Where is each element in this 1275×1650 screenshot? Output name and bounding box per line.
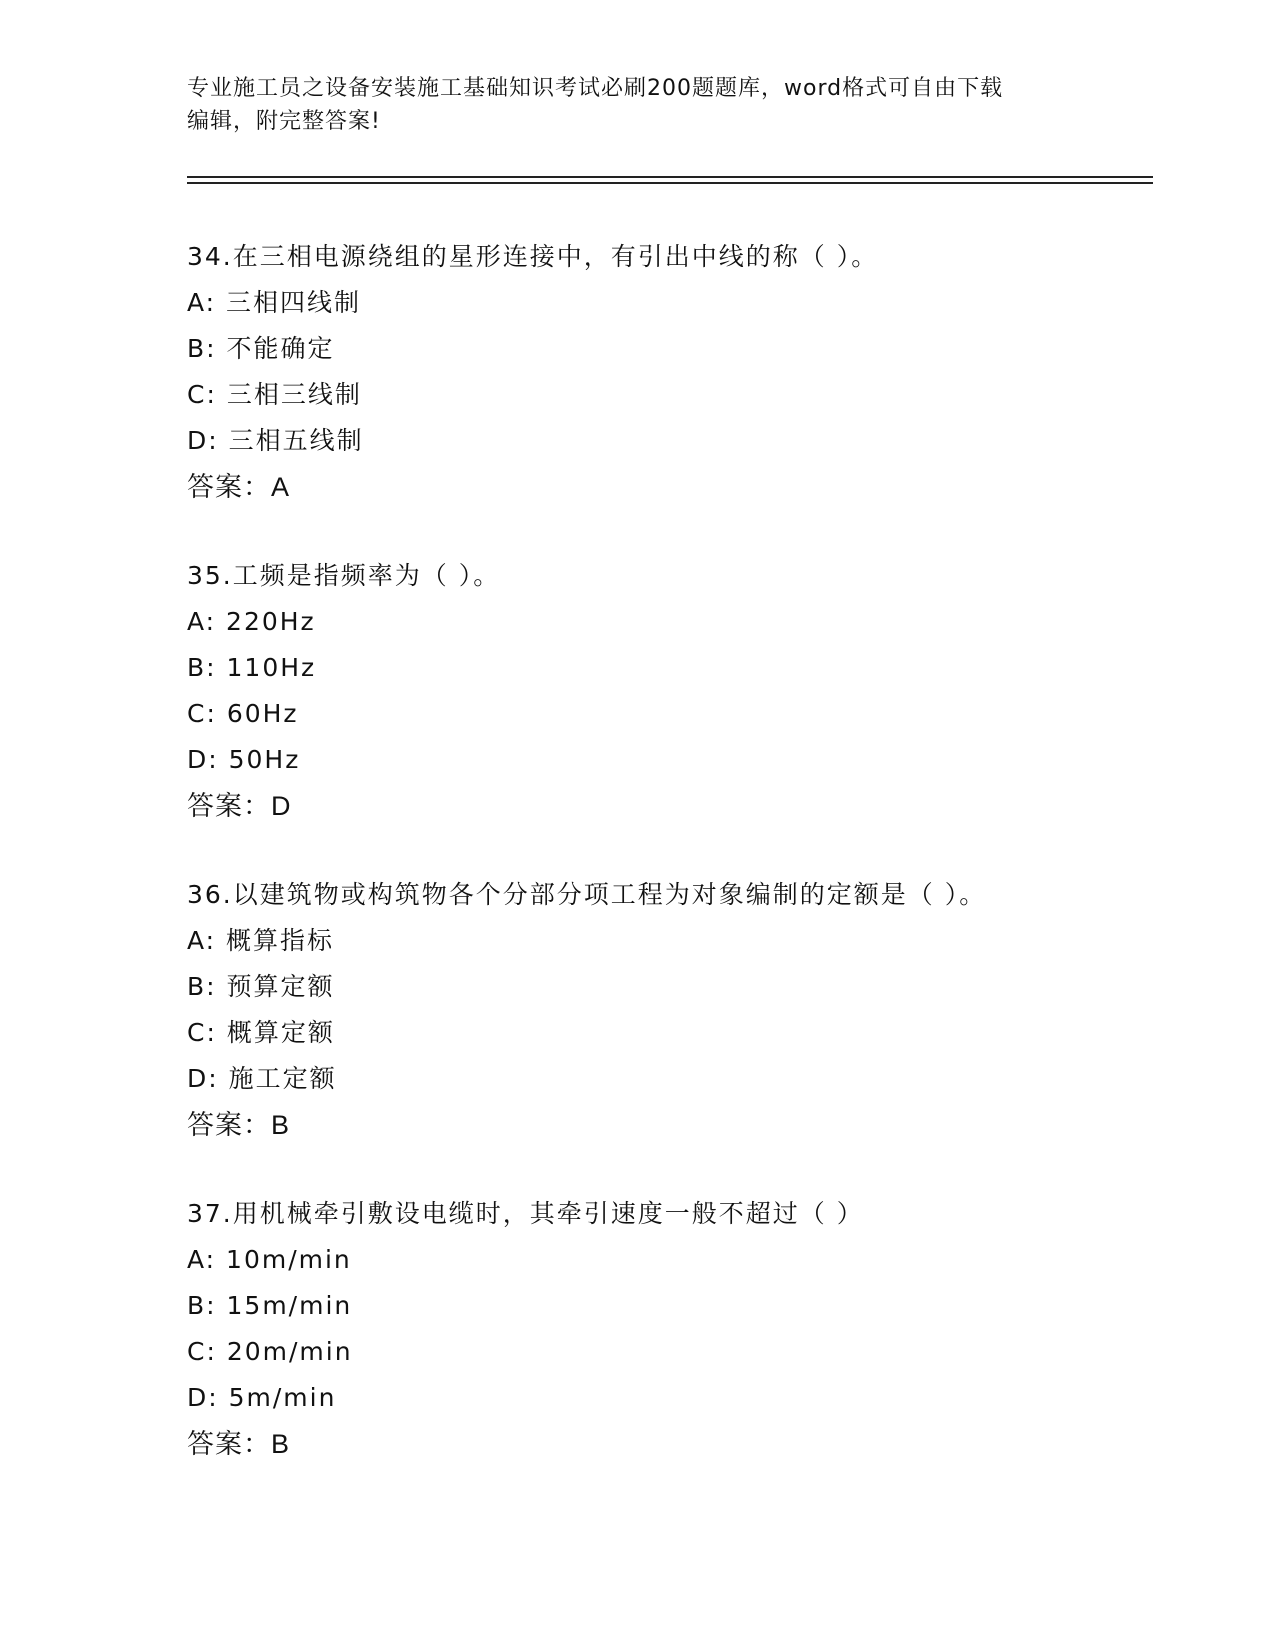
question-stem: 34.在三相电源绕组的星形连接中，有引出中线的称（ ）。 [187,242,879,271]
answer: 答案：A [187,472,291,502]
option-c: C: 60Hz [187,699,299,728]
header-divider-bottom [187,182,1153,184]
question-stem: 37.用机械牵引敷设电缆时，其牵引速度一般不超过（ ） [187,1199,864,1228]
header-divider-top [187,176,1153,178]
question-stem: 35.工频是指频率为（ ）。 [187,561,501,590]
option-b: B: 预算定额 [187,972,335,1001]
option-d: D: 50Hz [187,745,301,774]
question-34 [187,234,1167,510]
answer: 答案：B [187,1110,291,1140]
header-title-line-1: 专业施工员之设备安装施工基础知识考试必刷200题题库，word格式可自由下载 [187,76,1004,101]
header-title-line-2: 编辑，附完整答案! [187,109,381,134]
option-a: A: 三相四线制 [187,288,362,317]
option-c: C: 三相三线制 [187,380,362,409]
option-d: D: 施工定额 [187,1064,337,1093]
option-d: D: 三相五线制 [187,426,364,455]
question-35 [187,553,1167,829]
option-b: B: 15m/min [187,1291,353,1320]
question-stem: 36.以建筑物或构筑物各个分部分项工程为对象编制的定额是（ ）。 [187,880,987,909]
option-a: A: 10m/min [187,1245,352,1274]
question-37 [187,1191,1167,1467]
option-a: A: 概算指标 [187,926,335,955]
question-36 [187,872,1167,1148]
option-c: C: 概算定额 [187,1018,335,1047]
option-c: C: 20m/min [187,1337,353,1366]
option-a: A: 220Hz [187,607,316,636]
answer: 答案：D [187,791,292,821]
answer: 答案：B [187,1429,291,1459]
option-b: B: 110Hz [187,653,317,682]
option-b: B: 不能确定 [187,334,335,363]
option-d: D: 5m/min [187,1383,337,1412]
document-header [187,72,1087,138]
